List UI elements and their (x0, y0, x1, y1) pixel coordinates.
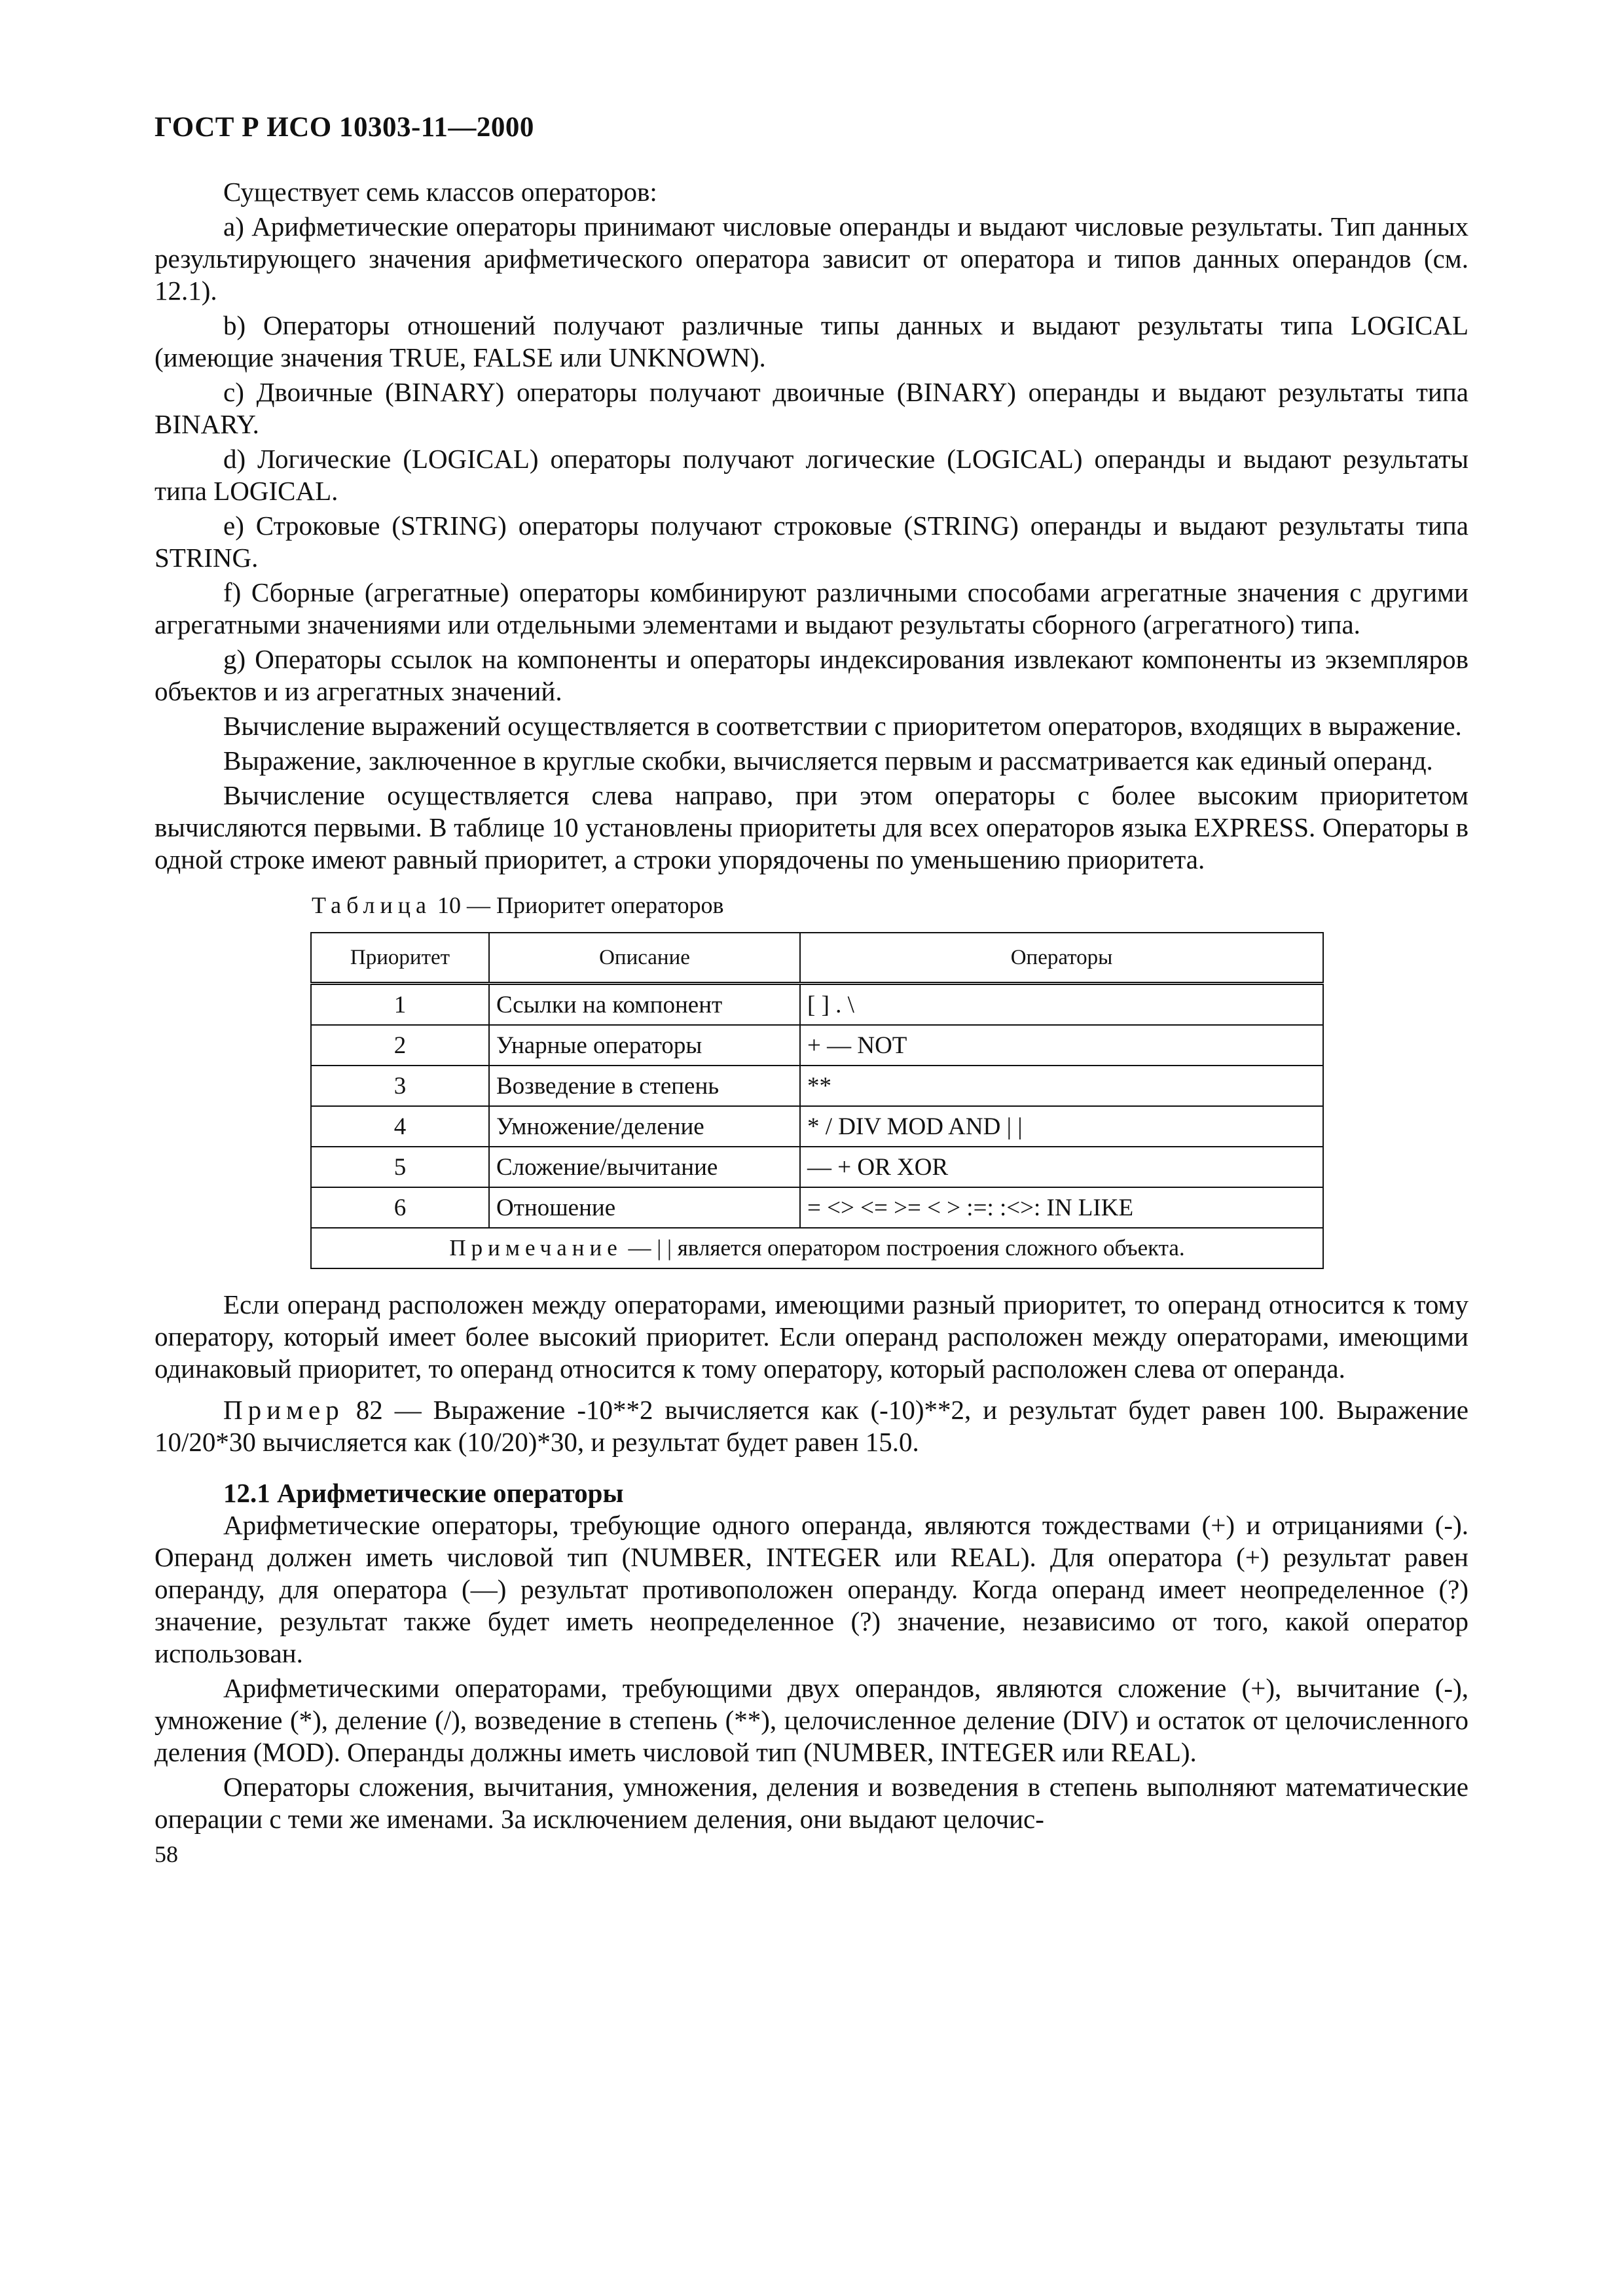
paragraph: Вычисление выражений осуществляется в соответствии с приоритетом операторов, входящих в выражение. (223, 711, 1462, 741)
operator-priority-table (310, 932, 1324, 1269)
description-cell: Сложение/вычитание (489, 1147, 800, 1187)
table-row (311, 984, 1323, 1026)
list-item-d: d) Логические (LOGICAL) операторы получают логические (LOGICAL) операнды и выдают результаты типа LOGICAL. (155, 444, 1468, 506)
list-item-e: e) Строковые (STRING) операторы получают строковые (STRING) операнды и выдают результаты типа STRING. (155, 511, 1468, 573)
table-row (311, 1025, 1323, 1066)
table-row (311, 1147, 1323, 1187)
table-row (311, 1187, 1323, 1228)
paragraph: Если операнд расположен между операторами, имеющими разный приоритет, то операнд относится к тому оператору, который имеет более высокий приоритет. Если операнд расположен между операторами, имеющими одинаковый приоритет, то операнд относится к тому оператору, который расположен слева от операнда. (155, 1289, 1468, 1384)
priority-cell: 1 (311, 984, 489, 1026)
table-row (311, 1106, 1323, 1147)
list-item-b: b) Операторы отношений получают различные типы данных и выдают результаты типа LOGICAL (имеющие значения TRUE, FALSE или UNKNOWN). (155, 310, 1468, 372)
operators-cell: * / DIV MOD AND | | (800, 1106, 1323, 1147)
priority-cell: 2 (311, 1025, 489, 1066)
operators-cell: [ ] . \ (800, 984, 1323, 1026)
priority-cell: 3 (311, 1066, 489, 1106)
list-item-g: g) Операторы ссылок на компоненты и операторы индексирования извлекают компоненты из экземпляров объектов и из агрегатных значений. (155, 644, 1468, 706)
operators-cell: + — NOT (800, 1025, 1323, 1066)
description-cell: Унарные операторы (489, 1025, 800, 1066)
list-item-f: f) Сборные (агрегатные) операторы комбинируют различными способами агрегатные значения с другими агрегатными значениями или отдельными элементами и выдают результаты сборного (агрегатного) типа. (155, 577, 1468, 639)
priority-cell: 5 (311, 1147, 489, 1187)
section-title: 12.1 Арифметические операторы (223, 1478, 624, 1508)
table-note-row (311, 1228, 1323, 1268)
table-header-row (311, 933, 1323, 984)
paragraph: Выражение, заключенное в круглые скобки, вычисляется первым и рассматривается как единый операнд. (223, 745, 1433, 776)
table-caption-word: Таблица (312, 892, 431, 918)
table-note (311, 1228, 1323, 1268)
table-note-text: — | | является оператором построения сложного объекта. (622, 1235, 1185, 1261)
paragraph: Операторы сложения, вычитания, умножения, деления и возведения в степень выполняют математические операции с теми же именами. За исключением деления, они выдают целочис- (155, 1772, 1468, 1834)
table-row (311, 1066, 1323, 1106)
table-note-word: Примечание (449, 1235, 623, 1261)
description-cell: Умножение/деление (489, 1106, 800, 1147)
example-word: Пример (223, 1395, 344, 1425)
column-header-operators: Операторы (800, 933, 1323, 984)
column-header-description: Описание (489, 933, 800, 984)
list-item-c: c) Двоичные (BINARY) операторы получают двоичные (BINARY) операнды и выдают результаты типа BINARY. (155, 377, 1468, 439)
description-cell: Отношение (489, 1187, 800, 1228)
page-number: 58 (155, 1841, 178, 1867)
description-cell: Ссылки на компонент (489, 984, 800, 1026)
table-caption (312, 891, 1468, 919)
priority-cell: 4 (311, 1106, 489, 1147)
list-item-a: a) Арифметические операторы принимают числовые операнды и выдают числовые результаты. Тип данных результирующего значения арифметического оператора зависит от оператора и типов данных операндов (см. 12.1). (155, 211, 1468, 306)
priority-cell: 6 (311, 1187, 489, 1228)
description-cell: Возведение в степень (489, 1066, 800, 1106)
paragraph: Арифметические операторы, требующие одного операнда, являются тождествами (+) и отрицаниями (-). Операнд должен иметь числовой тип (NUMBER, INTEGER или REAL). Для оператора (+) результат равен операнду, для оператора (—) результат противоположен операнду. Когда операнд имеет неопределенное (?) значение, результат также будет иметь неопределенное (?) значение, независимо от того, какой оператор использован. (155, 1510, 1468, 1668)
operators-cell: — + OR XOR (800, 1147, 1323, 1187)
operators-cell: = <> <= >= < > :=: :<>: IN LIKE (800, 1187, 1323, 1228)
operators-cell: ** (800, 1066, 1323, 1106)
column-header-priority: Приоритет (311, 933, 489, 984)
paragraph: Арифметическими операторами, требующими двух операндов, являются сложение (+), вычитание (-), умножение (*), деление (/), возведение в степень (**), целочисленное деление (DIV) и остаток от целочисленного деления (MOD). Операнды должны иметь числовой тип (NUMBER, INTEGER или REAL). (155, 1673, 1468, 1767)
example-text: 82 — Выражение -10**2 вычисляется как (-10)**2, и результат будет равен 100. Выражение 10/20*30 вычисляется как (10/20)*30, и результат будет равен 15.0. (155, 1395, 1468, 1457)
example-paragraph (155, 1394, 1468, 1458)
page (155, 111, 1468, 1868)
paragraph: Вычисление осуществляется слева направо, при этом операторы с более высоким приоритетом вычисляются первыми. В таблице 10 установлены приоритеты для всех операторов языка EXPRESS. Операторы в одной строке имеют равный приоритет, а строки упорядочены по уменьшению приоритета. (155, 780, 1468, 874)
document-header: ГОСТ Р ИСО 10303-11—2000 (155, 112, 534, 143)
paragraph: Существует семь классов операторов: (223, 177, 657, 207)
table-caption-text: 10 — Приоритет операторов (431, 892, 724, 918)
